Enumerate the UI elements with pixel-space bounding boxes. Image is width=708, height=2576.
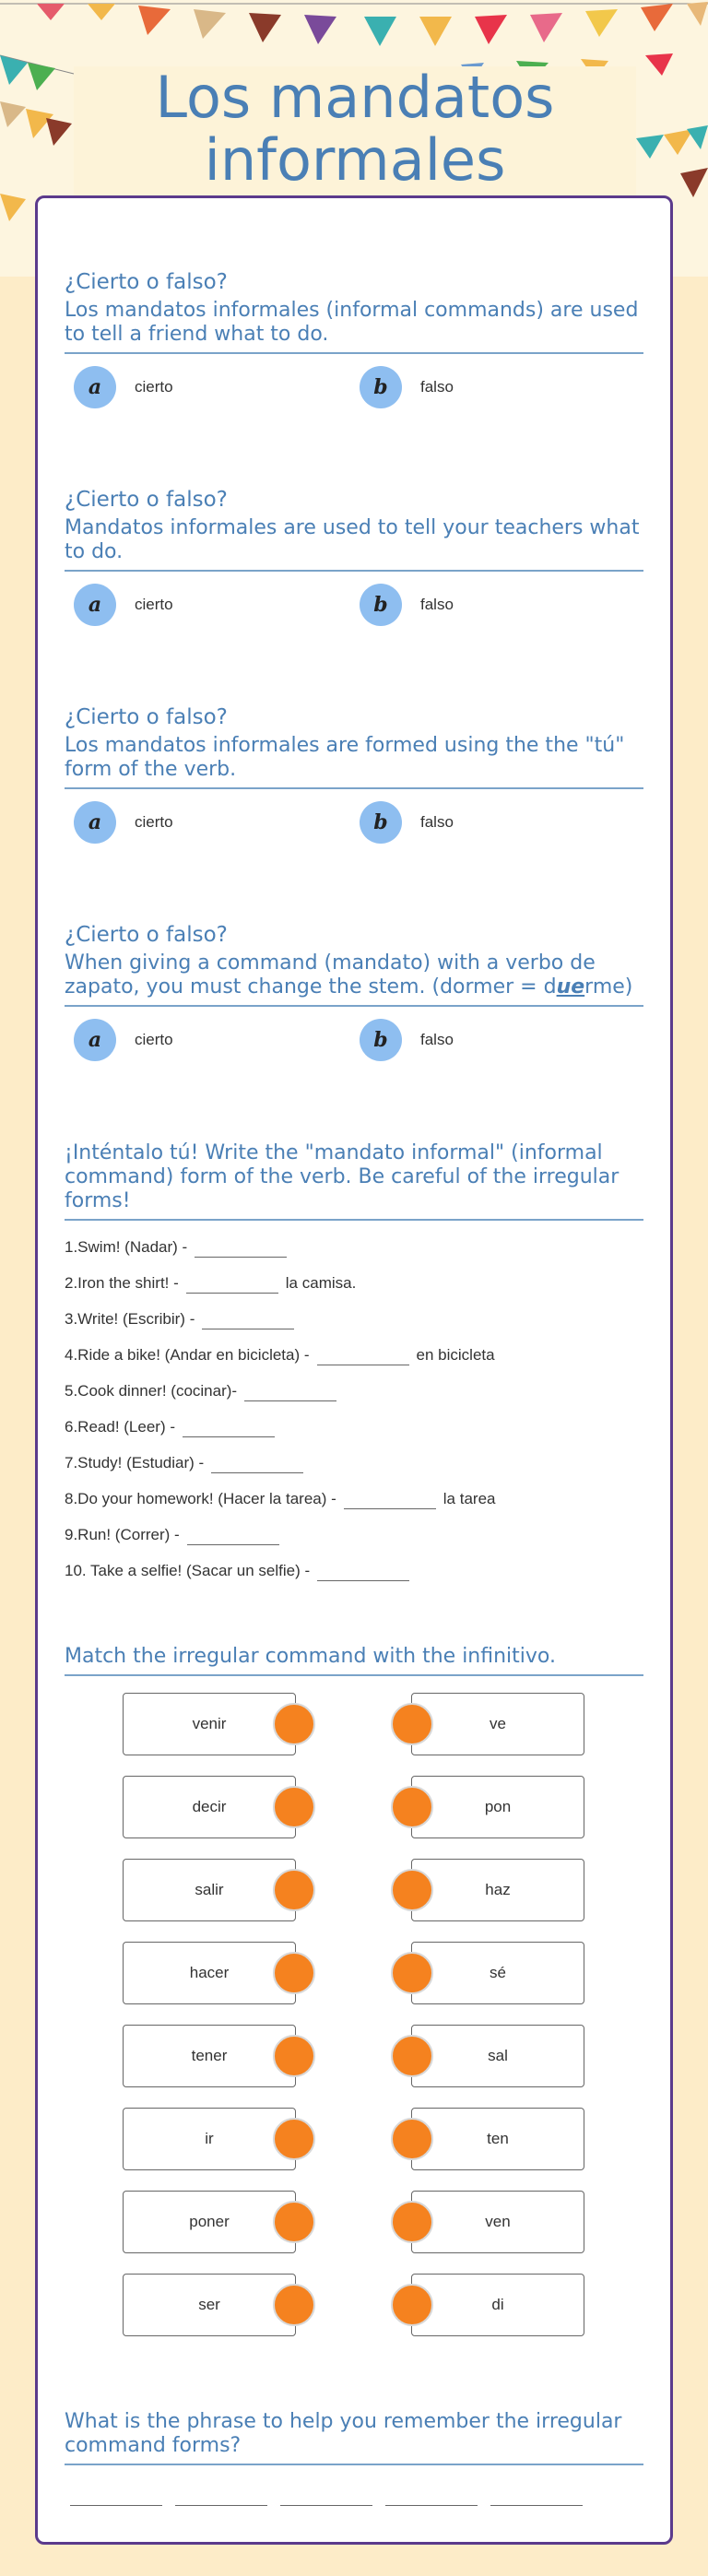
match-right-connector[interactable] — [391, 1869, 433, 1911]
option-label: cierto — [135, 813, 173, 831]
option-label: cierto — [135, 378, 173, 396]
option-label: falso — [420, 1031, 454, 1048]
question-1 — [65, 269, 643, 420]
answer-blank[interactable] — [195, 1241, 287, 1258]
option-badge: a — [74, 366, 116, 408]
fill-in-prompt: 6.Read! (Leer) - — [65, 1418, 175, 1436]
match-right-connector[interactable] — [391, 1786, 433, 1828]
match-right-box[interactable]: ten — [411, 2108, 584, 2170]
divider — [65, 1674, 643, 1676]
question-2 — [65, 487, 643, 638]
match-left-connector[interactable] — [273, 2201, 315, 2243]
answer-blank[interactable] — [183, 1421, 275, 1437]
fill-in-suffix: la tarea — [442, 1490, 496, 1507]
match-left-box[interactable]: tener — [123, 2025, 296, 2087]
question-text-end: rme) — [584, 975, 633, 998]
match-right-box[interactable]: ve — [411, 1693, 584, 1755]
match-right-connector[interactable] — [391, 2201, 433, 2243]
option-a[interactable] — [74, 800, 173, 845]
match-left-connector[interactable] — [273, 1869, 315, 1911]
option-label: cierto — [135, 596, 173, 613]
question-3 — [65, 704, 643, 856]
matching-section — [65, 1645, 643, 1676]
match-right-box[interactable]: pon — [411, 1776, 584, 1838]
fill-in-prompt: 3.Write! (Escribir) - — [65, 1310, 195, 1328]
match-right-box[interactable]: haz — [411, 1859, 584, 1921]
answer-blank[interactable] — [244, 1385, 336, 1401]
match-left-connector[interactable] — [273, 1703, 315, 1745]
match-right-connector[interactable] — [391, 1952, 433, 1994]
answer-blank[interactable] — [187, 1529, 279, 1545]
match-left-box[interactable]: ser — [123, 2274, 296, 2336]
fill-in-prompt: 4.Ride a bike! (Andar en bicicleta) - — [65, 1346, 310, 1364]
option-label: cierto — [135, 1031, 173, 1048]
question-text-start: When giving a command (mandato) with a verbo de zapato, you must change the stem. (dormer = d — [65, 951, 596, 998]
answer-blank[interactable] — [202, 1313, 294, 1329]
question-heading: ¿Cierto o falso? — [65, 923, 228, 947]
phrase-blank[interactable] — [385, 2504, 478, 2506]
answer-blank[interactable] — [317, 1349, 409, 1365]
match-left-box[interactable]: decir — [123, 1776, 296, 1838]
fill-in-item-8 — [65, 1489, 495, 1509]
question-text: Match the irregular command with the infinitivo. — [65, 1645, 556, 1668]
question-text: Los mandatos informales (informal commands) are used to tell a friend what to do. — [65, 299, 639, 346]
divider — [65, 787, 643, 789]
match-right-connector[interactable] — [391, 2118, 433, 2160]
option-b[interactable] — [360, 800, 454, 845]
divider — [65, 1219, 643, 1221]
option-label: falso — [420, 378, 454, 396]
option-badge: b — [360, 801, 402, 844]
divider — [65, 570, 643, 572]
divider — [65, 352, 643, 354]
answer-blank[interactable] — [211, 1457, 303, 1473]
fill-in-prompt: 8.Do your homework! (Hacer la tarea) - — [65, 1490, 336, 1507]
phrase-blank[interactable] — [70, 2504, 162, 2506]
fill-in-prompt: 1.Swim! (Nadar) - — [65, 1238, 188, 1256]
option-badge: a — [74, 584, 116, 626]
option-badge: b — [360, 584, 402, 626]
fill-in-suffix: en bicicleta — [416, 1346, 495, 1364]
question-text: Mandatos informales are used to tell your teachers what to do. — [65, 516, 640, 563]
option-label: falso — [420, 813, 454, 831]
match-left-connector[interactable] — [273, 2118, 315, 2160]
match-right-connector[interactable] — [391, 2035, 433, 2077]
option-badge: a — [74, 1019, 116, 1061]
match-left-connector[interactable] — [273, 1786, 315, 1828]
match-left-connector[interactable] — [273, 2035, 315, 2077]
match-left-box[interactable]: hacer — [123, 1942, 296, 2004]
fill-in-prompt: 7.Study! (Estudiar) - — [65, 1454, 205, 1471]
match-right-box[interactable]: di — [411, 2274, 584, 2336]
option-badge: b — [360, 366, 402, 408]
fill-in-item-5 — [65, 1381, 344, 1401]
match-right-box[interactable]: sal — [411, 2025, 584, 2087]
answer-blank[interactable] — [317, 1565, 409, 1581]
divider — [65, 1005, 643, 1007]
match-right-connector[interactable] — [391, 1703, 433, 1745]
fill-in-section — [65, 1141, 643, 1221]
option-b[interactable] — [360, 365, 454, 409]
fill-in-item-3 — [65, 1309, 301, 1329]
question-text-emphasis: ue — [556, 975, 585, 998]
option-a[interactable] — [74, 1018, 173, 1062]
question-text: What is the phrase to help you remember the irregular command forms? — [65, 2410, 622, 2457]
option-b[interactable] — [360, 583, 454, 627]
phrase-blank[interactable] — [490, 2504, 583, 2506]
question-heading: ¿Cierto o falso? — [65, 270, 228, 294]
fill-in-item-4 — [65, 1345, 495, 1365]
fill-in-item-1 — [65, 1237, 294, 1258]
match-left-box[interactable]: poner — [123, 2191, 296, 2253]
match-left-connector[interactable] — [273, 2284, 315, 2326]
option-badge: b — [360, 1019, 402, 1061]
fill-in-item-2 — [65, 1273, 356, 1294]
fill-in-suffix: la camisa. — [285, 1274, 357, 1292]
fill-in-item-10 — [65, 1561, 417, 1581]
fill-in-prompt: 9.Run! (Correr) - — [65, 1526, 180, 1543]
question-heading: ¿Cierto o falso? — [65, 488, 228, 512]
fill-in-item-9 — [65, 1525, 287, 1545]
page-title: Los mandatos informales — [155, 64, 555, 194]
question-heading: ¿Cierto o falso? — [65, 705, 228, 729]
option-a[interactable] — [74, 583, 173, 627]
match-left-box[interactable]: ir — [123, 2108, 296, 2170]
match-left-box[interactable]: salir — [123, 1859, 296, 1921]
question-4 — [65, 922, 643, 1073]
option-badge: a — [74, 801, 116, 844]
match-right-connector[interactable] — [391, 2284, 433, 2326]
fill-in-item-7 — [65, 1453, 311, 1473]
question-text: ¡Inténtalo tú! Write the "mandato informal" (informal command) form of the verb. Be careful of the irregular forms! — [65, 1141, 620, 1212]
match-left-box[interactable]: venir — [123, 1693, 296, 1755]
question-text: Los mandatos informales are formed using the the "tú" form of the verb. — [65, 734, 625, 781]
option-label: falso — [420, 596, 454, 613]
answer-blank[interactable] — [344, 1493, 436, 1509]
fill-in-prompt: 5.Cook dinner! (cocinar)- — [65, 1382, 238, 1400]
fill-in-item-6 — [65, 1417, 282, 1437]
match-right-box[interactable]: sé — [411, 1942, 584, 2004]
option-a[interactable] — [74, 365, 173, 409]
fill-in-prompt: 2.Iron the shirt! - — [65, 1274, 179, 1292]
phrase-section — [65, 2410, 643, 2465]
divider — [65, 2464, 643, 2465]
phrase-blank[interactable] — [280, 2504, 372, 2506]
phrase-blank[interactable] — [175, 2504, 267, 2506]
match-left-connector[interactable] — [273, 1952, 315, 1994]
question-text — [65, 951, 643, 999]
match-right-box[interactable]: ven — [411, 2191, 584, 2253]
answer-blank[interactable] — [186, 1277, 278, 1294]
option-b[interactable] — [360, 1018, 454, 1062]
fill-in-prompt: 10. Take a selfie! (Sacar un selfie) - — [65, 1562, 311, 1579]
